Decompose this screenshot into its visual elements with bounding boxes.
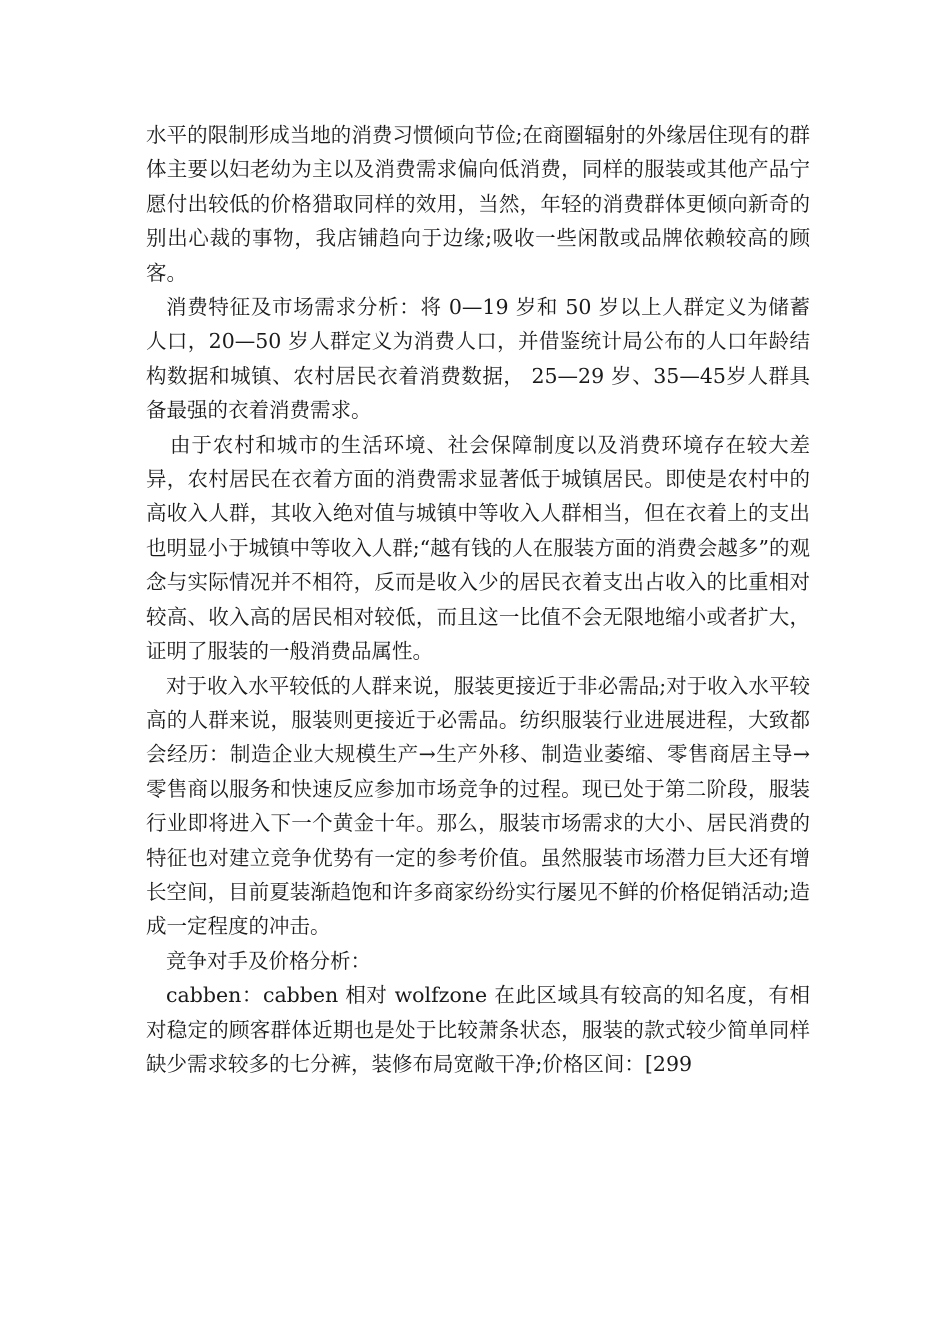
paragraph-consumption-habits: 水平的限制形成当地的消费习惯倾向节俭;在商圈辐射的外缘居住现有的群体主要以妇老幼为主以及消费需求偏向低消费，同样的服装或其他产品宁愿付出较低的价格猎取同样的效用，当然，年轻的消费群体更倾向新奇的别出心裁的事物，我店铺趋向于边缘;吸收一些闲散或品牌依赖较高的顾客。 xyxy=(146,123,810,285)
paragraph-income-levels: 对于收入水平较低的人群来说，服装更接近于非必需品;对于收入水平较高的人群来说，服装则更接近于必需品。纺织服装行业进展进程，大致都会经历：制造企业大规模生产→生产外移、制造业萎缩、零售商居主导→零售商以服务和快速反应参加市场竞争的过程。现已处于第二阶段，服装行业即将进入下一个黄金十年。那么，服装市场需求的大小、居民消费的特征也对建立竞争优势有一定的参考价值。虽然服装市场潜力巨大还有增长空间，目前夏装渐趋饱和许多商家纷纷实行屡见不鲜的价格促销活动;造成一定程度的冲击。 xyxy=(146,673,810,939)
paragraph-cabben: cabben：cabben 相对 wolfzone 在此区域具有较高的知名度，有相对稳定的顾客群体近期也是处于比较萧条状态，服装的款式较少简单同样缺少需求较多的七分裤，装修布局宽敞干净;价格区间：[299 xyxy=(146,983,810,1076)
document-body xyxy=(146,118,810,1081)
paragraph-rural-urban: 由于农村和城市的生活环境、社会保障制度以及消费环境存在较大差异，农村居民在衣着方面的消费需求显著低于城镇居民。即使是农村中的高收入人群，其收入绝对值与城镇中等收入人群相当，但在衣着上的支出也明显小于城镇中等收入人群;“越有钱的人在服装方面的消费会越多”的观念与实际情况并不相符，反而是收入少的居民衣着支出占收入的比重相对较高、收入高的居民相对较低，而且这一比值不会无限地缩小或者扩大，证明了服装的一般消费品属性。 xyxy=(146,432,810,664)
paragraph-consumer-analysis: 消费特征及市场需求分析：将 0—19 岁和 50 岁以上人群定义为储蓄人口，20—50 岁人群定义为消费人口，并借鉴统计局公布的人口年龄结构数据和城镇、农村居民衣着消费数据， 25—29 岁、35—45岁人群具备最强的衣着消费需求。 xyxy=(146,295,810,423)
paragraph-competitor-heading: 竞争对手及价格分析： xyxy=(166,948,371,973)
